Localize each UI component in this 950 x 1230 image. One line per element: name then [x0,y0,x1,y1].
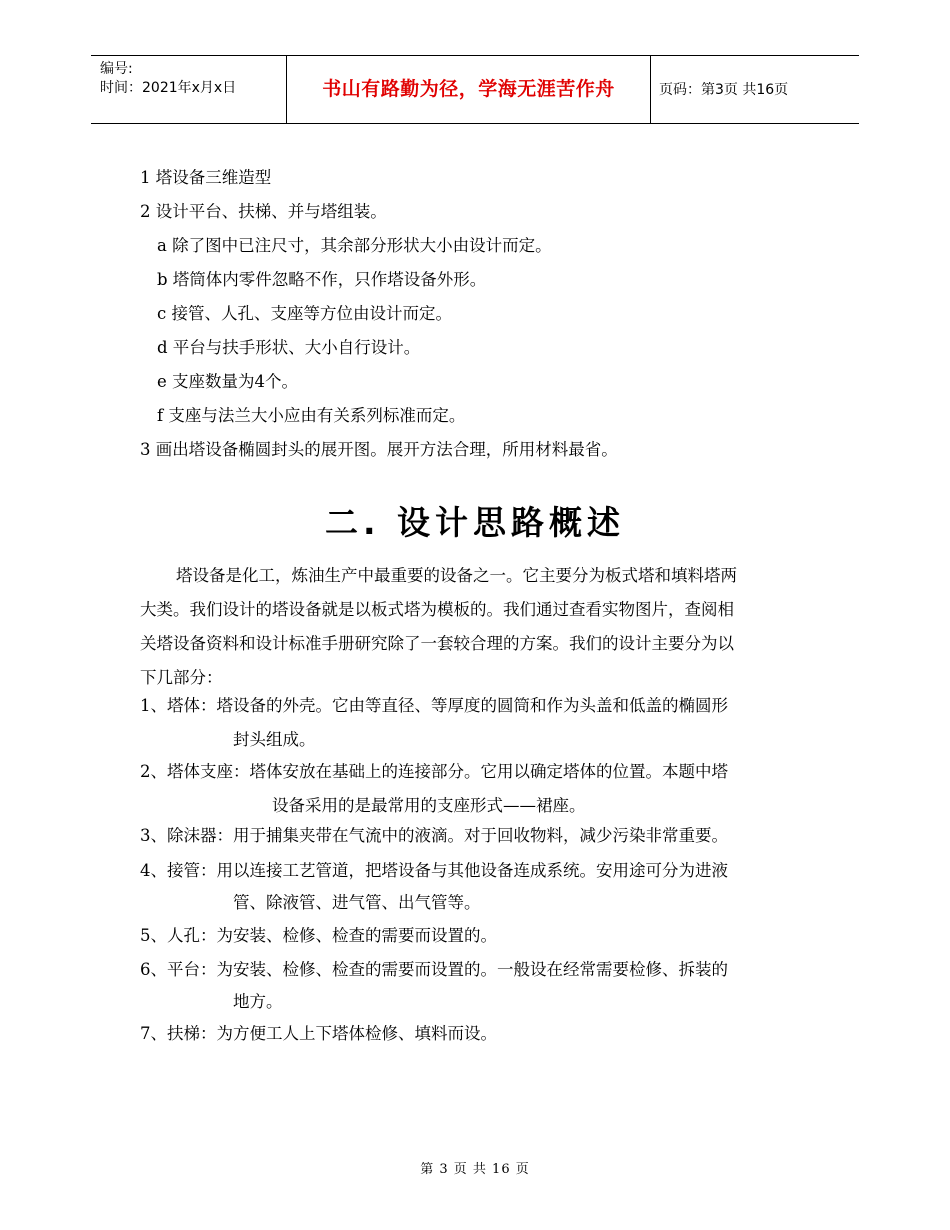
requirement-subitem: e 支座数量为4个。 [157,372,299,391]
section-title: 二. 设计思路概述 [324,503,626,542]
page-header [91,55,859,124]
header-divider [650,56,651,123]
requirement-item: 2 设计平台、扶梯、并与塔组装。 [140,202,387,221]
number-label: 编号: [100,61,133,77]
header-meta [100,60,285,98]
part-item-cont: 封头组成。 [233,730,316,749]
time-label: 时间：2021年x月x日 [100,80,237,96]
requirement-subitem: d 平台与扶手形状、大小自行设计。 [157,338,421,357]
part-item: 1、塔体：塔设备的外壳。它由等直径、等厚度的圆筒和作为头盖和低盖的椭圆形 [140,696,728,715]
intro-line: 塔设备是化工，炼油生产中最重要的设备之一。它主要分为板式塔和填料塔两 [176,566,737,585]
part-item: 6、平台：为安装、检修、检查的需要而设置的。一般设在经常需要检修、拆装的 [140,960,728,979]
requirement-item: 1 塔设备三维造型 [140,168,272,187]
intro-line: 关塔设备资料和设计标准手册研究除了一套较合理的方案。我们的设计主要分为以 [140,634,734,653]
requirement-subitem: b 塔筒体内零件忽略不作，只作塔设备外形。 [157,270,487,289]
part-item: 3、除沫器：用于捕集夹带在气流中的液滴。对于回收物料，减少污染非常重要。 [140,826,728,845]
part-item-cont: 管、除液管、进气管、出气管等。 [233,893,481,912]
part-item: 4、接管：用以连接工艺管道，把塔设备与其他设备连成系统。安用途可分为进液 [140,861,728,880]
requirement-subitem: c 接管、人孔、支座等方位由设计而定。 [157,304,452,323]
part-item-cont: 地方。 [233,992,283,1011]
part-item: 5、人孔：为安装、检修、检查的需要而设置的。 [140,926,497,945]
intro-line: 大类。我们设计的塔设备就是以板式塔为模板的。我们通过查看实物图片，查阅相 [140,600,734,619]
part-item: 7、扶梯：为方便工人上下塔体检修、填料而设。 [140,1024,497,1043]
part-item: 2、塔体支座：塔体安放在基础上的连接部分。它用以确定塔体的位置。本题中塔 [140,762,728,781]
header-page-info: 页码：第3页 共16页 [659,82,789,98]
requirement-subitem: f 支座与法兰大小应由有关系列标准而定。 [157,406,466,425]
part-item-cont: 设备采用的是最常用的支座形式——裙座。 [272,796,586,815]
page-footer: 第 3 页 共 16 页 [420,1162,530,1177]
header-motto: 书山有路勤为径，学海无涯苦作舟 [322,78,615,100]
requirement-item: 3 画出塔设备椭圆封头的展开图。展开方法合理，所用材料最省。 [140,440,618,459]
intro-line: 下几部分： [140,668,223,687]
requirement-subitem: a 除了图中已注尺寸，其余部分形状大小由设计而定。 [157,236,552,255]
